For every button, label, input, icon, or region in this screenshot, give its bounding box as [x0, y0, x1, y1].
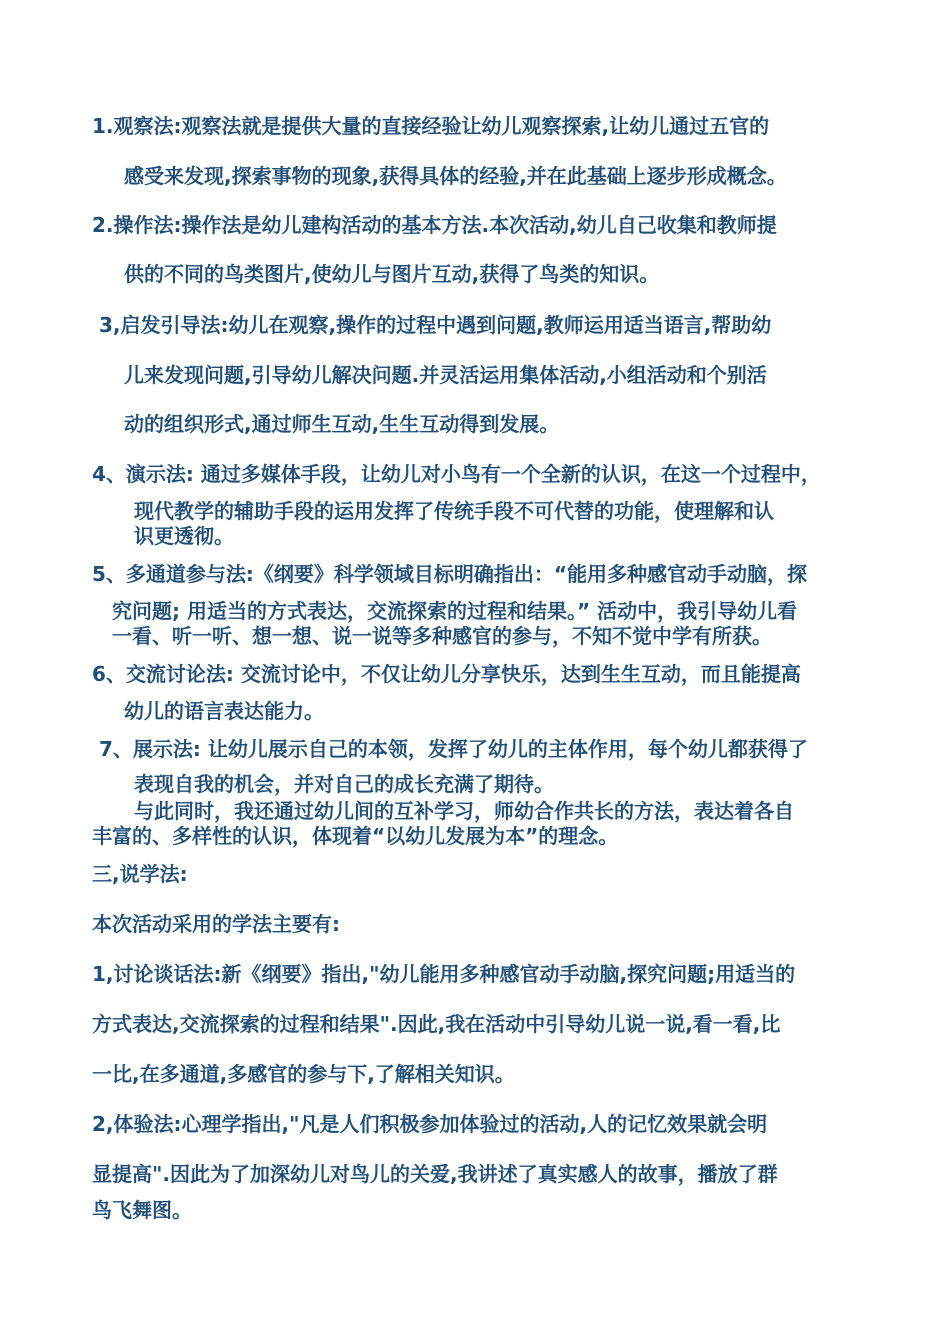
text-line: 7、展示法: 让幼儿展示自己的本领，发挥了幼儿的主体作用，每个幼儿都获得了 — [99, 737, 808, 761]
text-line: 4、演示法: 通过多媒体手段，让幼儿对小鸟有一个全新的认识，在这一个过程中， — [92, 462, 821, 486]
text-line: 动的组织形式,通过师生互动,生生互动得到发展。 — [124, 412, 560, 436]
text-line: 6、交流讨论法: 交流讨论中，不仅让幼儿分享快乐，达到生生互动，而且能提高 — [92, 662, 801, 686]
text-line: 2,体验法:心理学指出,"凡是人们积极参加体验过的活动,人的记忆效果就会明 — [92, 1112, 768, 1136]
text-line: 一比,在多通道,多感官的参与下,了解相关知识。 — [92, 1062, 515, 1086]
text-line: 究问题; 用适当的方式表达，交流探索的过程和结果。” 活动中，我引导幼儿看 — [112, 599, 798, 623]
text-line: 本次活动采用的学法主要有: — [92, 912, 340, 936]
text-line: 显提高".因此为了加深幼儿对鸟儿的关爱,我讲述了真实感人的故事，播放了群 — [92, 1162, 778, 1186]
text-line: 2.操作法:操作法是幼儿建构活动的基本方法.本次活动,幼儿自己收集和教师提 — [92, 213, 777, 237]
text-line: 感受来发现,探索事物的现象,获得具体的经验,并在此基础上逐步形成概念。 — [124, 164, 787, 188]
text-line: 1,讨论谈话法:新《纲要》指出,"幼儿能用多种感官动手动脑,探究问题;用适当的 — [92, 962, 796, 986]
text-line: 现代教学的辅助手段的运用发挥了传统手段不可代替的功能，使理解和认 — [134, 499, 774, 523]
text-line: 与此同时，我还通过幼儿间的互补学习，师幼合作共长的方法，表达着各自 — [134, 799, 794, 823]
text-line: 1.观察法:观察法就是提供大量的直接经验让幼儿观察探索,让幼儿通过五官的 — [92, 114, 770, 138]
text-line: 鸟飞舞图。 — [92, 1198, 192, 1222]
text-line: 表现自我的机会，并对自己的成长充满了期待。 — [134, 772, 554, 796]
text-line: 5、多通道参与法:《纲要》科学领域目标明确指出：“能用多种感官动手动脑，探 — [92, 562, 808, 586]
text-line: 一看、听一听、想一想、说一说等多种感官的参与，不知不觉中学有所获。 — [112, 624, 772, 648]
section-heading: 三,说学法: — [92, 862, 188, 886]
text-line: 3,启发引导法:幼儿在观察,操作的过程中遇到问题,教师运用适当语言,帮助幼 — [99, 313, 772, 337]
text-line: 丰富的、多样性的认识，体现着“以幼儿发展为本”的理念。 — [92, 824, 619, 848]
text-line: 方式表达,交流探索的过程和结果".因此,我在活动中引导幼儿说一说,看一看,比 — [92, 1012, 781, 1036]
text-line: 幼儿的语言表达能力。 — [124, 699, 324, 723]
text-line: 供的不同的鸟类图片,使幼儿与图片互动,获得了鸟类的知识。 — [124, 262, 660, 286]
text-line: 儿来发现问题,引导幼儿解决问题.并灵活运用集体活动,小组活动和个别活 — [124, 363, 767, 387]
text-line: 识更透彻。 — [134, 524, 234, 548]
